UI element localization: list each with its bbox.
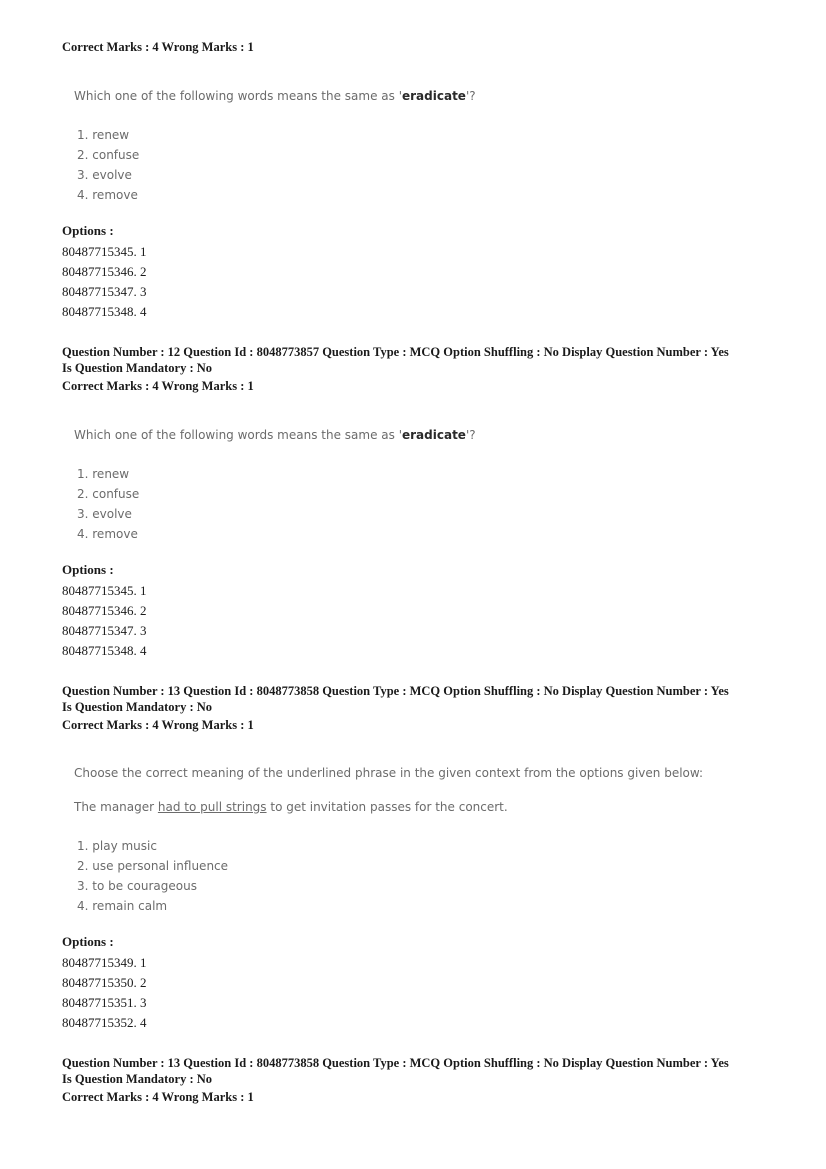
option-row: 80487715348. 4 [62, 643, 147, 658]
question-choice: 3. evolve [77, 168, 132, 182]
question-mandatory-line: Is Question Mandatory : No [62, 360, 213, 375]
option-row: 80487715347. 3 [62, 284, 147, 299]
option-row: 80487715348. 4 [62, 304, 147, 319]
question-stem: Which one of the following words means the same as 'eradicate'? [74, 89, 476, 103]
question-choice: 1. renew [77, 128, 130, 142]
question-choice: 4. remove [77, 527, 138, 541]
underlined-phrase: had to pull strings [157, 800, 267, 814]
option-row: 80487715347. 3 [62, 623, 147, 638]
options-label: Options : [62, 223, 114, 238]
option-row: 80487715345. 1 [62, 244, 147, 259]
question-choice: 4. remove [77, 188, 138, 202]
question-header-line: Question Number : 13 Question Id : 8048773858 Question Type : MCQ Option Shuffling : No Display Question Number : Yes [62, 1056, 729, 1070]
question-choice: 3. evolve [77, 507, 132, 521]
options-label: Options : [62, 562, 114, 577]
question-choice: 2. confuse [77, 487, 140, 501]
marks-line: Correct Marks : 4 Wrong Marks : 1 [62, 40, 254, 54]
question-choice: 2. confuse [77, 148, 140, 162]
question-choice: 1. renew [77, 467, 130, 481]
marks-line: Correct Marks : 4 Wrong Marks : 1 [62, 718, 254, 732]
question-image [74, 427, 476, 544]
question-header [62, 1056, 782, 1106]
question-image [74, 88, 476, 205]
options-list [62, 933, 147, 1033]
option-row: 80487715350. 2 [62, 975, 147, 990]
question-instruction: Choose the correct meaning of the underlined phrase in the given context from the options given below: [74, 766, 704, 780]
marks-line: Correct Marks : 4 Wrong Marks : 1 [62, 379, 254, 393]
question-header-line: Question Number : 12 Question Id : 8048773857 Question Type : MCQ Option Shuffling : No Display Question Number : Yes [62, 345, 729, 359]
option-row: 80487715346. 2 [62, 603, 147, 618]
options-list [62, 561, 147, 661]
option-row: 80487715352. 4 [62, 1015, 147, 1030]
options-label: Options : [62, 934, 114, 949]
question-stem: Which one of the following words means the same as 'eradicate'? [74, 428, 476, 442]
question-choice: 2. use personal influence [77, 859, 229, 873]
question-header-line: Question Number : 13 Question Id : 8048773858 Question Type : MCQ Option Shuffling : No Display Question Number : Yes [62, 684, 729, 698]
question-image [74, 765, 703, 916]
question-mandatory-line: Is Question Mandatory : No [62, 699, 213, 714]
options-list [62, 222, 147, 322]
question-choice: 3. to be courageous [77, 879, 197, 893]
question-mandatory-line: Is Question Mandatory : No [62, 1071, 213, 1086]
question-header [62, 345, 782, 395]
question-choice: 1. play music [77, 839, 157, 853]
option-row: 80487715346. 2 [62, 264, 147, 279]
option-row: 80487715345. 1 [62, 583, 147, 598]
marks-line: Correct Marks : 4 Wrong Marks : 1 [62, 1090, 254, 1104]
question-sentence: The manager had to pull strings to get invitation passes for the concert. [74, 800, 508, 814]
question-header [62, 684, 782, 734]
option-row: 80487715351. 3 [62, 995, 147, 1010]
question-choice: 4. remain calm [77, 899, 168, 913]
option-row: 80487715349. 1 [62, 955, 147, 970]
